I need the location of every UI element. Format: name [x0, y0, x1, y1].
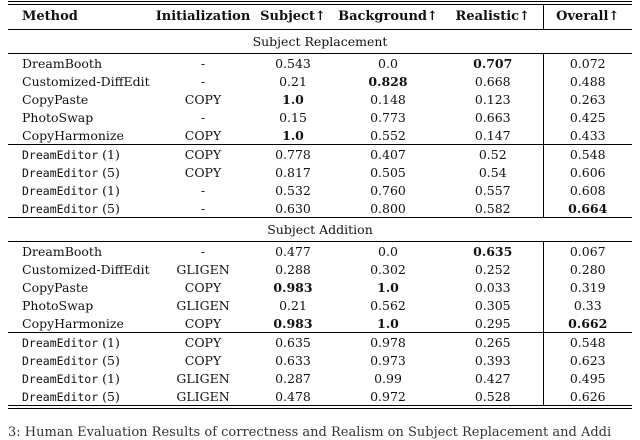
column-header-overall: Overall↑	[543, 5, 632, 30]
bottom-rule	[8, 408, 632, 409]
initialization-cell: COPY	[184, 315, 222, 331]
subject-cell: 0.287	[275, 370, 311, 386]
realistic-cell: 0.147	[474, 127, 511, 143]
overall-cell: 0.319	[543, 278, 632, 296]
method-variant: (5)	[98, 200, 120, 216]
method-cell	[8, 242, 153, 261]
initialization-cell: COPY	[184, 146, 222, 162]
method-name: DreamEditor	[22, 183, 99, 198]
overall-cell: 0.608	[543, 181, 632, 199]
overall-cell: 0.606	[543, 163, 632, 181]
method-name: CopyHarmonize	[22, 315, 124, 331]
background-cell: 1.0	[377, 279, 399, 295]
method-name: PhotoSwap	[22, 109, 94, 125]
initialization-cell: COPY	[184, 127, 222, 143]
subject-cell: 0.635	[275, 334, 311, 350]
table-row	[8, 54, 632, 73]
initialization-cell: COPY	[184, 279, 222, 295]
results-table-wrap	[8, 1, 632, 409]
background-cell: 0.562	[370, 297, 406, 313]
realistic-cell: 0.295	[474, 315, 511, 331]
column-header-realistic: Realistic↑	[455, 9, 530, 24]
method-cell	[8, 126, 153, 145]
method-name: DreamBooth	[22, 243, 103, 259]
table-row	[8, 278, 632, 296]
subject-cell: 0.983	[273, 279, 313, 295]
background-cell: 0.773	[370, 109, 406, 125]
method-cell	[8, 54, 153, 73]
background-cell: 0.973	[370, 352, 406, 368]
section-title-row	[8, 218, 632, 242]
subject-cell: 0.288	[275, 261, 311, 277]
subject-cell: 0.532	[275, 182, 311, 198]
initialization-cell: -	[200, 73, 206, 89]
background-cell: 1.0	[377, 315, 399, 331]
column-header-method: Method	[22, 9, 78, 24]
method-cell	[8, 108, 153, 126]
initialization-cell: GLIGEN	[176, 261, 230, 277]
realistic-cell: 0.123	[474, 91, 511, 107]
table-row	[8, 369, 632, 387]
header-row	[8, 5, 632, 30]
realistic-cell: 0.427	[474, 370, 511, 386]
table-row	[8, 351, 632, 369]
initialization-cell: -	[200, 182, 206, 198]
table-row	[8, 181, 632, 199]
overall-cell: 0.067	[543, 242, 632, 261]
table-header	[8, 5, 632, 30]
method-variant: (5)	[98, 388, 120, 404]
realistic-cell: 0.305	[474, 297, 511, 313]
subject-cell: 1.0	[282, 127, 304, 143]
section-title: Subject Replacement	[252, 34, 388, 49]
background-cell: 0.552	[370, 127, 406, 143]
overall-cell: 0.425	[543, 108, 632, 126]
initialization-cell: COPY	[184, 91, 222, 107]
method-name: DreamEditor	[22, 371, 99, 386]
realistic-cell: 0.252	[474, 261, 511, 277]
method-cell	[8, 90, 153, 108]
subject-cell: 0.630	[275, 200, 311, 216]
realistic-cell: 0.265	[474, 334, 511, 350]
method-name: DreamEditor	[22, 165, 99, 180]
method-variant: (5)	[98, 164, 120, 180]
table-row	[8, 260, 632, 278]
method-variant: (5)	[98, 352, 120, 368]
initialization-cell: GLIGEN	[176, 297, 230, 313]
method-name: DreamEditor	[22, 201, 99, 216]
realistic-cell: 0.54	[478, 164, 507, 180]
method-cell	[8, 333, 153, 352]
method-cell	[8, 351, 153, 369]
initialization-cell: COPY	[184, 164, 222, 180]
table-row	[8, 333, 632, 352]
initialization-cell: COPY	[184, 352, 222, 368]
realistic-cell: 0.033	[474, 279, 511, 295]
caption-clipped	[8, 417, 632, 440]
overall-cell: 0.488	[543, 72, 632, 90]
initialization-cell: GLIGEN	[176, 388, 230, 404]
background-cell: 0.505	[370, 164, 406, 180]
subject-cell: 1.0	[282, 91, 304, 107]
method-cell	[8, 387, 153, 406]
method-cell	[8, 145, 153, 164]
method-cell	[8, 278, 153, 296]
column-header-subject: Subject↑	[260, 9, 326, 24]
table-row	[8, 314, 632, 333]
table-row	[8, 163, 632, 181]
background-cell: 0.0	[378, 55, 398, 71]
subject-cell: 0.983	[273, 315, 313, 331]
initialization-cell: GLIGEN	[176, 370, 230, 386]
method-name: DreamEditor	[22, 147, 99, 162]
method-variant: (1)	[98, 334, 120, 350]
results-table	[8, 4, 632, 406]
background-cell: 0.99	[374, 370, 402, 386]
overall-cell: 0.072	[543, 54, 632, 73]
method-name: CopyPaste	[22, 91, 89, 107]
realistic-cell: 0.557	[474, 182, 511, 198]
method-cell	[8, 260, 153, 278]
column-header-initialization: Initialization	[155, 9, 251, 24]
caption-text: 3: Human Evaluation Results of correctness and Realism on Subject Replacement and Addi	[8, 425, 612, 440]
method-cell	[8, 314, 153, 333]
table-row	[8, 242, 632, 261]
method-name: Customized-DiffEdit	[22, 73, 150, 89]
overall-cell: 0.495	[543, 369, 632, 387]
overall-cell: 0.33	[543, 296, 632, 314]
subject-cell: 0.633	[275, 352, 311, 368]
method-variant: (1)	[98, 370, 120, 386]
table-row	[8, 126, 632, 145]
background-cell: 0.978	[370, 334, 406, 350]
top-rule	[8, 1, 632, 2]
subject-cell: 0.543	[275, 55, 311, 71]
realistic-cell: 0.663	[474, 109, 511, 125]
method-variant: (1)	[98, 146, 120, 162]
initialization-cell: -	[200, 243, 206, 259]
method-name: DreamEditor	[22, 389, 99, 404]
method-name: PhotoSwap	[22, 297, 94, 313]
subject-cell: 0.478	[275, 388, 311, 404]
background-cell: 0.148	[370, 91, 406, 107]
overall-cell: 0.263	[543, 90, 632, 108]
realistic-cell: 0.635	[473, 243, 513, 259]
background-cell: 0.800	[370, 200, 406, 216]
section-title: Subject Addition	[267, 222, 373, 237]
section-title-row	[8, 30, 632, 54]
subject-cell: 0.21	[279, 73, 307, 89]
background-cell: 0.828	[368, 73, 408, 89]
overall-cell: 0.664	[543, 199, 632, 218]
method-cell	[8, 163, 153, 181]
table-row	[8, 108, 632, 126]
subject-cell: 0.15	[279, 109, 307, 125]
method-name: CopyHarmonize	[22, 127, 124, 143]
overall-cell: 0.548	[543, 145, 632, 164]
background-cell: 0.407	[370, 146, 406, 162]
initialization-cell: -	[200, 109, 206, 125]
realistic-cell: 0.582	[474, 200, 511, 216]
method-cell	[8, 369, 153, 387]
column-header-background: Background↑	[338, 9, 438, 24]
overall-cell: 0.280	[543, 260, 632, 278]
realistic-cell: 0.668	[474, 73, 511, 89]
realistic-cell: 0.393	[474, 352, 511, 368]
table-row	[8, 72, 632, 90]
initialization-cell: COPY	[184, 334, 222, 350]
realistic-cell: 0.528	[474, 388, 511, 404]
method-cell	[8, 181, 153, 199]
method-name: DreamEditor	[22, 335, 99, 350]
background-cell: 0.760	[370, 182, 406, 198]
realistic-cell: 0.52	[478, 146, 507, 162]
initialization-cell: -	[200, 200, 206, 216]
method-name: CopyPaste	[22, 279, 89, 295]
realistic-cell: 0.707	[473, 55, 513, 71]
overall-cell: 0.433	[543, 126, 632, 145]
subject-cell: 0.21	[279, 297, 307, 313]
background-cell: 0.302	[370, 261, 406, 277]
background-cell: 0.972	[370, 388, 406, 404]
overall-cell: 0.662	[543, 314, 632, 333]
subject-cell: 0.778	[275, 146, 311, 162]
overall-cell: 0.548	[543, 333, 632, 352]
table-row	[8, 199, 632, 218]
table-row	[8, 387, 632, 406]
overall-cell: 0.626	[543, 387, 632, 406]
subject-cell: 0.817	[275, 164, 311, 180]
method-name: Customized-DiffEdit	[22, 261, 150, 277]
method-name: DreamBooth	[22, 55, 103, 71]
method-cell	[8, 296, 153, 314]
initialization-cell: -	[200, 55, 206, 71]
table-row	[8, 145, 632, 164]
method-name: DreamEditor	[22, 353, 99, 368]
method-cell	[8, 72, 153, 90]
method-cell	[8, 199, 153, 218]
table-row	[8, 90, 632, 108]
overall-cell: 0.623	[543, 351, 632, 369]
method-variant: (1)	[98, 182, 120, 198]
table-row	[8, 296, 632, 314]
background-cell: 0.0	[378, 243, 398, 259]
subject-cell: 0.477	[275, 243, 311, 259]
